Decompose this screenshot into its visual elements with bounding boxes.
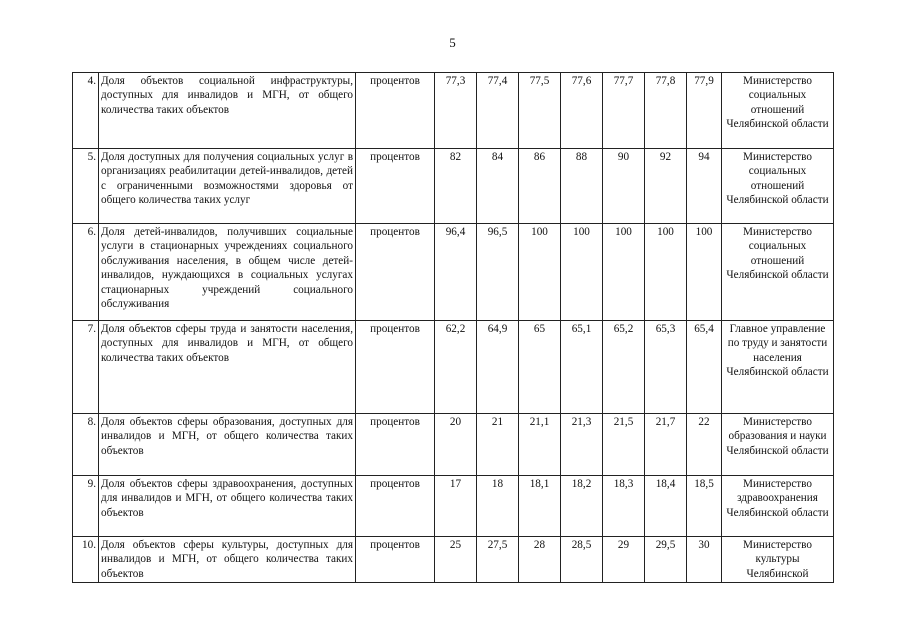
year-value-cell: 77,8 [645,73,687,149]
page-number: 5 [449,35,456,50]
row-number: 7. [73,321,99,414]
year-value-cell: 77,6 [561,73,603,149]
year-value-cell: 65,3 [645,321,687,414]
responsible-authority: Главное управление по труду и занятости населения Челябинской области [722,321,834,414]
year-value-cell: 84 [477,149,519,224]
year-value-cell: 65 [519,321,561,414]
year-value-cell: 18,5 [687,476,722,537]
unit-cell: процентов [356,224,435,321]
year-value-cell: 18 [477,476,519,537]
responsible-authority: Министерство образования и науки Челябинской области [722,414,834,476]
year-value-cell: 21,7 [645,414,687,476]
year-value-cell: 90 [603,149,645,224]
row-number: 6. [73,224,99,321]
table-row [73,476,834,537]
row-number: 4. [73,73,99,149]
year-value-cell: 21,3 [561,414,603,476]
indicator-name: Доля объектов сферы здравоохранения, доступных для инвалидов и МГН, от общего количества таких объектов [99,476,356,537]
year-value-cell: 17 [435,476,477,537]
year-value-cell: 100 [645,224,687,321]
year-value-cell: 77,4 [477,73,519,149]
year-value-cell: 62,2 [435,321,477,414]
year-value-cell: 92 [645,149,687,224]
year-value-cell: 77,7 [603,73,645,149]
year-value-cell: 65,1 [561,321,603,414]
year-value-cell: 100 [519,224,561,321]
responsible-authority: Министерство социальных отношений Челябинской области [722,149,834,224]
indicator-name: Доля объектов сферы культуры, доступных для инвалидов и МГН, от общего количества таких объектов [99,537,356,583]
unit-cell: процентов [356,414,435,476]
responsible-authority: Министерство здравоохранения Челябинской области [722,476,834,537]
year-value-cell: 96,5 [477,224,519,321]
year-value-cell: 100 [687,224,722,321]
table-row [73,414,834,476]
year-value-cell: 65,4 [687,321,722,414]
year-value-cell: 21 [477,414,519,476]
year-value-cell: 20 [435,414,477,476]
year-value-cell: 88 [561,149,603,224]
indicator-name: Доля объектов социальной инфраструктуры, доступных для инвалидов и МГН, от общего количества таких объектов [99,73,356,149]
year-value-cell: 100 [561,224,603,321]
indicators-table-body [73,73,834,583]
year-value-cell: 77,3 [435,73,477,149]
unit-cell: процентов [356,476,435,537]
row-number: 5. [73,149,99,224]
table-row [73,321,834,414]
unit-cell: процентов [356,537,435,583]
year-value-cell: 28 [519,537,561,583]
row-number: 9. [73,476,99,537]
year-value-cell: 30 [687,537,722,583]
indicator-name: Доля объектов сферы труда и занятости населения, доступных для инвалидов и МГН, от общего количества таких объектов [99,321,356,414]
unit-cell: процентов [356,149,435,224]
row-number: 10. [73,537,99,583]
year-value-cell: 18,3 [603,476,645,537]
table-row [73,224,834,321]
indicator-name: Доля детей-инвалидов, получивших социальные услуги в стационарных учреждениях социального обслуживания населения, в общем числе детей-инвалидов, нуждающихся в социальных услугах стационарных учреждений социального обслуживания [99,224,356,321]
responsible-authority: Министерство социальных отношений Челябинской области [722,73,834,149]
year-value-cell: 65,2 [603,321,645,414]
year-value-cell: 18,1 [519,476,561,537]
year-value-cell: 94 [687,149,722,224]
table-row [73,537,834,583]
indicator-name: Доля доступных для получения социальных услуг в организациях реабилитации детей-инвалидов, детей с ограниченными возможностями здоровья от общего количества таких услуг [99,149,356,224]
year-value-cell: 18,2 [561,476,603,537]
year-value-cell: 22 [687,414,722,476]
year-value-cell: 28,5 [561,537,603,583]
year-value-cell: 29,5 [645,537,687,583]
responsible-authority: Министерство культуры Челябинской [722,537,834,583]
year-value-cell: 100 [603,224,645,321]
table-row [73,149,834,224]
year-value-cell: 82 [435,149,477,224]
year-value-cell: 27,5 [477,537,519,583]
row-number: 8. [73,414,99,476]
year-value-cell: 96,4 [435,224,477,321]
year-value-cell: 77,9 [687,73,722,149]
year-value-cell: 18,4 [645,476,687,537]
year-value-cell: 25 [435,537,477,583]
indicator-name: Доля объектов сферы образования, доступных для инвалидов и МГН, от общего количества таких объектов [99,414,356,476]
unit-cell: процентов [356,321,435,414]
indicators-table [72,72,834,583]
year-value-cell: 86 [519,149,561,224]
year-value-cell: 29 [603,537,645,583]
year-value-cell: 21,5 [603,414,645,476]
table-row [73,73,834,149]
year-value-cell: 77,5 [519,73,561,149]
unit-cell: процентов [356,73,435,149]
year-value-cell: 64,9 [477,321,519,414]
year-value-cell: 21,1 [519,414,561,476]
responsible-authority: Министерство социальных отношений Челябинской области [722,224,834,321]
